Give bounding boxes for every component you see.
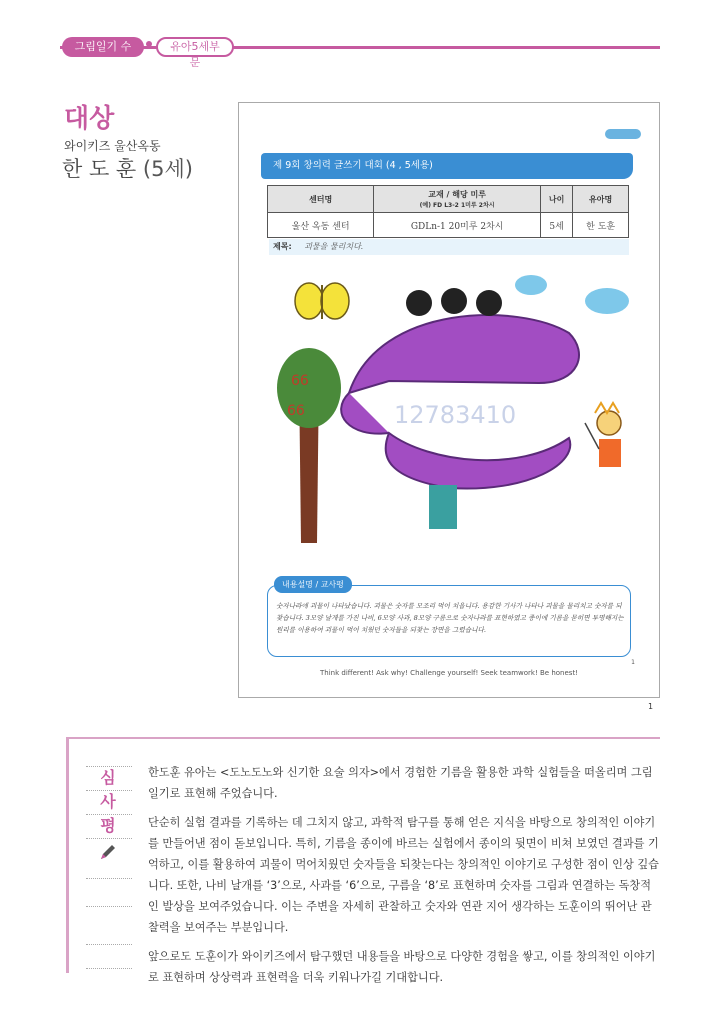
review-dot-rule bbox=[86, 838, 132, 839]
doc-td-age: 5세 bbox=[541, 213, 573, 238]
tree-drawing bbox=[277, 348, 341, 543]
review-label-char-2: 사 bbox=[100, 792, 116, 811]
cloud-drawings bbox=[515, 275, 629, 314]
student-center: 와이키즈 울산옥동 bbox=[64, 139, 161, 153]
doc-info-table bbox=[267, 185, 629, 238]
review-paragraph-2: 단순히 실험 결과를 기록하는 데 그치지 않고, 과학적 탐구를 통해 얻은 지식을 바탕으로 창의적인 이야기를 만들어낸 점이 돋보입니다. 특히, 기름을 종이에 바르는 실험에서 종이의 뒷면이 비쳐 보였던 결과를 기억하고, 이를 활용하여 괴물이 먹어치웠던 숫자들을 되찾는다는 창의적인 이야기로 구성한 점이 인상 깊습니다. 또한, 나비 날개를 ‘3’으로, 사과를 ‘6’으로, 구름을 ‘8’로 표현하며 숫자를 그림과 연결하는 독창적인 발상을 보여주었습니다. 이는 주변을 자세히 관찰하고 숫자와 연관 지어 생각하는 도훈이의 뛰어난 관찰력을 보여주는 부분입니다. bbox=[148, 816, 659, 934]
doc-motto: Think different! Ask why! Challenge yourself! Seek teamwork! Be honest! bbox=[320, 669, 578, 677]
award-title: 대상 bbox=[64, 104, 115, 134]
doc-box-text: 숫자나라에 괴물이 나타났습니다. 괴물은 숫자를 모조리 먹어 치웁니다. 용감한 기사가 나타나 괴물을 물리치고 숫자를 되찾습니다. 3모양 날개를 가진 나비, 6모양 사과, 8모양 구름으로 숫자나라를 표현하였고 종이에 기름을 묻히면 투명해지는 원리를 이용하여 괴물이 먹어 치웠던 숫자들을 되찾는 장면을 그렸습니다. bbox=[276, 602, 624, 634]
review-dot-rule bbox=[86, 968, 132, 969]
category-badge: 그림일기 수상작 bbox=[62, 37, 144, 57]
review-label-char-3: 평 bbox=[100, 816, 116, 835]
review-dot-rule bbox=[86, 814, 132, 815]
doc-title-label: 제목: bbox=[273, 242, 292, 251]
doc-th-name: 유아명 bbox=[573, 186, 629, 213]
review-label-char-1: 심 bbox=[100, 768, 116, 787]
student-info bbox=[62, 153, 193, 183]
review-dot-rule bbox=[86, 878, 132, 879]
doc-title-row bbox=[269, 239, 629, 255]
review-paragraph-1: 한도훈 유아는 <도노도노와 신기한 요술 의자>에서 경험한 기름을 활용한 과학 실험들을 떠올리며 그림일기로 표현해 주었습니다. bbox=[148, 766, 653, 800]
doc-th-center: 센터명 bbox=[268, 186, 374, 213]
review-paragraph-3: 앞으로도 도훈이가 와이키즈에서 탐구했던 내용들을 바탕으로 다양한 경험을 쌓고, 이를 창의적인 이야기로 표현하며 상상력과 표현력을 더욱 키워나가길 기대합니다. bbox=[148, 950, 656, 984]
review-dot-rule bbox=[86, 906, 132, 907]
doc-banner: 제 9회 창의력 글쓰기 대회 (4 , 5세용) bbox=[261, 153, 633, 179]
review-body bbox=[148, 762, 660, 996]
doc-page-number: 1 bbox=[631, 659, 635, 666]
page-number: 1 bbox=[648, 702, 654, 711]
doc-td-center: 울산 옥동 센터 bbox=[268, 213, 374, 238]
doc-th-age: 나이 bbox=[541, 186, 573, 213]
svg-text:12783410: 12783410 bbox=[394, 401, 517, 429]
doc-th-book-label: 교재 / 해당 미루 bbox=[428, 190, 486, 199]
pencil-icon bbox=[98, 842, 118, 862]
child-drawing bbox=[269, 263, 639, 563]
butterfly-drawing bbox=[295, 283, 349, 319]
doc-title-value: 괴물을 물리치다. bbox=[304, 242, 364, 251]
student-age: (5세) bbox=[142, 157, 193, 181]
doc-box-label: 내용설명 / 교사평 bbox=[274, 576, 352, 593]
doc-logo bbox=[605, 129, 641, 139]
doc-td-book: GDLn-1 20미루 2차시 bbox=[374, 213, 541, 238]
student-name: 한 도 훈 bbox=[62, 157, 137, 181]
doc-table-header-row bbox=[268, 186, 629, 213]
knight-drawing bbox=[585, 403, 621, 467]
division-badge: 유아5세부문 bbox=[156, 37, 234, 57]
review-dot-rule bbox=[86, 944, 132, 945]
review-left-rule bbox=[66, 737, 69, 973]
header-dot bbox=[146, 41, 152, 47]
diary-scan bbox=[238, 102, 660, 698]
doc-th-book-sub: (예) FD L3-2 1미루 2차시 bbox=[419, 202, 495, 209]
monster-drawing bbox=[341, 288, 579, 529]
review-dot-rule bbox=[86, 766, 132, 767]
review-top-rule bbox=[66, 737, 660, 739]
svg-text:66: 66 bbox=[287, 403, 305, 419]
review-dot-rule bbox=[86, 790, 132, 791]
doc-th-book bbox=[374, 186, 541, 213]
doc-table-value-row bbox=[268, 213, 629, 238]
doc-td-name: 한 도훈 bbox=[573, 213, 629, 238]
doc-teacher-comment-box bbox=[267, 580, 631, 657]
svg-text:66: 66 bbox=[291, 373, 309, 389]
